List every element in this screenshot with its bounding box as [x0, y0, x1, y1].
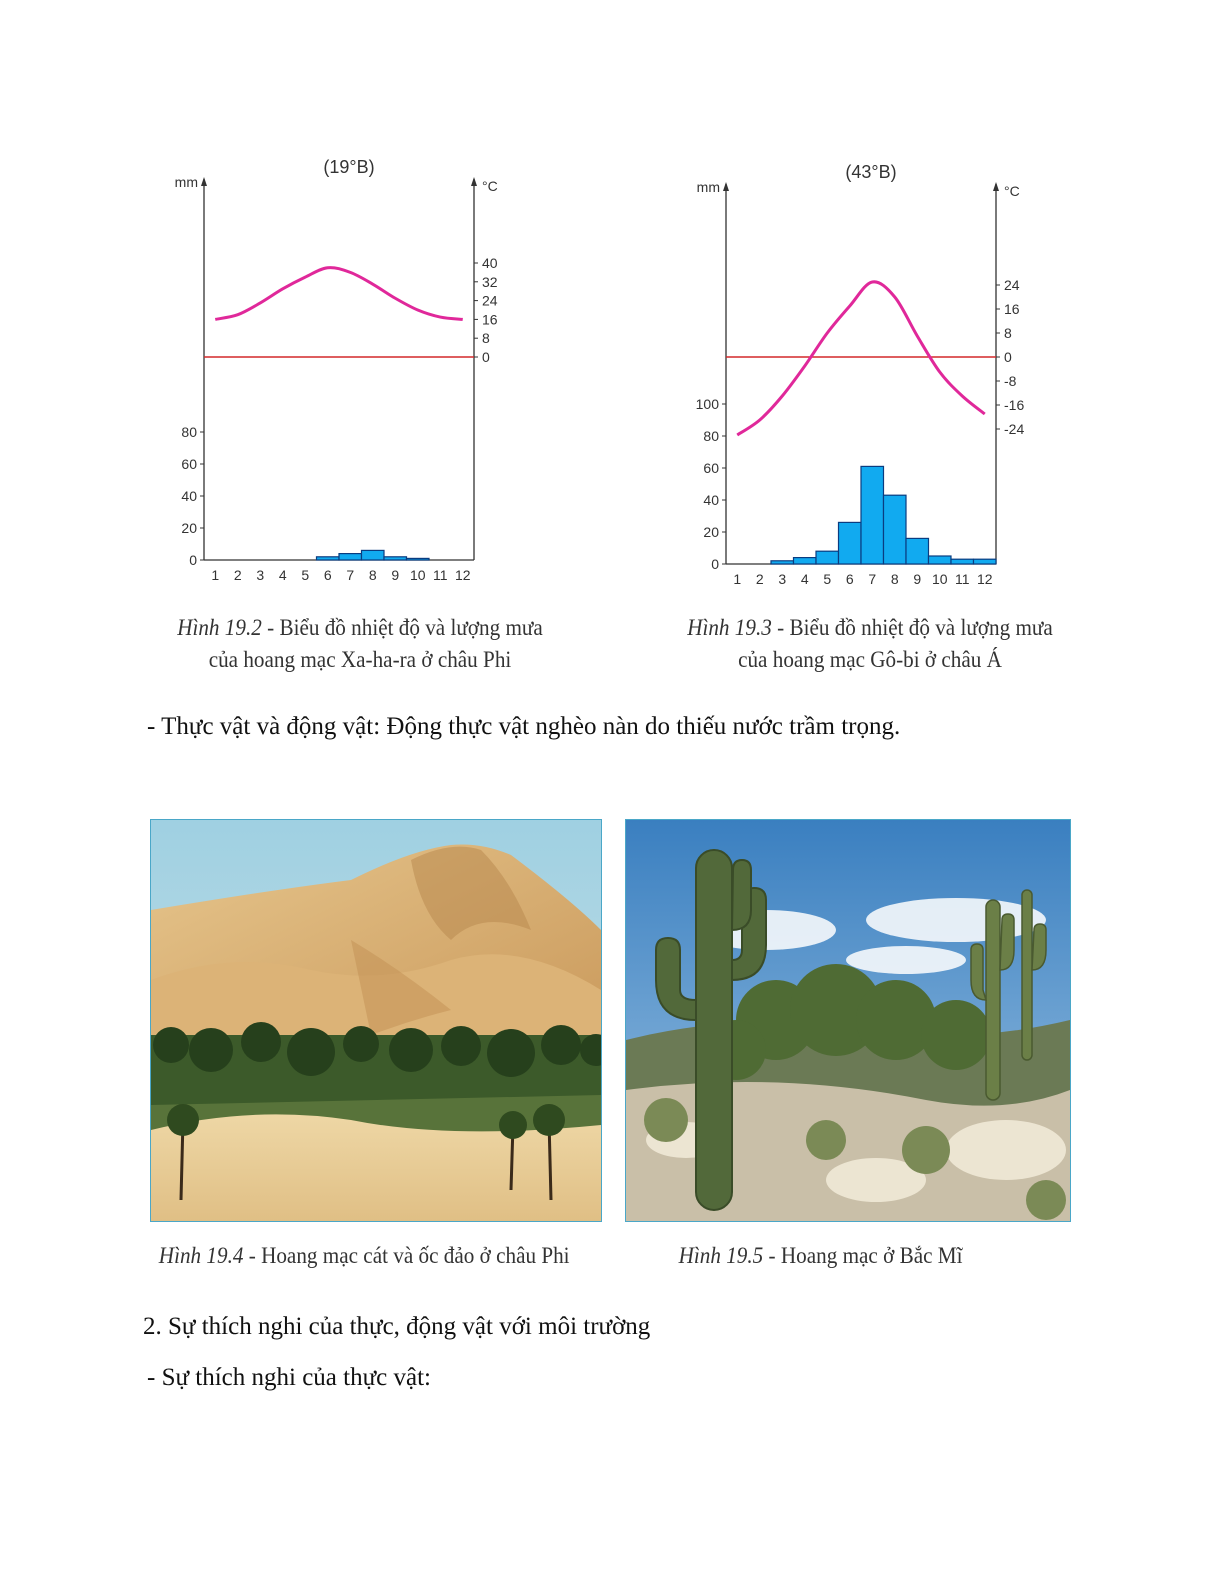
fig-19-3-text: - Biểu đồ nhiệt độ và lượng mưa	[771, 615, 1053, 640]
precip-bar	[794, 558, 817, 564]
fig-19-5-label: Hình 19.5	[678, 1243, 764, 1268]
month-label: 8	[368, 567, 377, 583]
fig-19-3-line2: của hoang mạc Gô-bi ở châu Á	[738, 647, 1002, 672]
saguaro-desert-illustration	[626, 820, 1070, 1221]
precip-bar	[816, 551, 839, 564]
left-tick-label: 80	[181, 424, 197, 440]
month-label: 3	[778, 571, 787, 587]
left-axis-arrow	[201, 177, 207, 186]
precip-bar	[339, 554, 362, 560]
month-label: 12	[454, 567, 471, 583]
month-label: 4	[800, 571, 809, 587]
precip-bar	[906, 538, 929, 564]
gobi-climate-chart	[670, 150, 1050, 600]
chart-title: (43°B)	[845, 162, 897, 182]
left-tick-label: 100	[695, 396, 719, 412]
fig-19-4-label: Hình 19.4	[158, 1243, 244, 1268]
sahara-climate-chart	[150, 145, 530, 595]
month-label: 5	[823, 571, 832, 587]
right-tick-label: 8	[1004, 325, 1012, 341]
month-label: 11	[954, 571, 970, 587]
month-label: 10	[931, 571, 948, 587]
chart-title: (19°B)	[323, 157, 375, 177]
fig-19-2-text: - Biểu đồ nhiệt độ và lượng mưa	[261, 615, 543, 640]
sahara-dunes-illustration	[151, 820, 601, 1221]
fig-19-3-label: Hình 19.3	[687, 615, 772, 640]
month-label: 1	[211, 567, 220, 583]
left-tick-label: 40	[703, 492, 719, 508]
right-tick-label: 8	[482, 330, 490, 347]
left-tick-label: 80	[703, 428, 719, 444]
right-tick-label: -24	[1004, 421, 1025, 437]
left-tick-label: 20	[703, 524, 719, 540]
precip-bar	[951, 559, 974, 564]
month-label: 8	[890, 571, 899, 587]
section-2-heading: 2. Sự thích nghi của thực, động vật với môi trường	[143, 1313, 651, 1340]
right-tick-label: 40	[482, 255, 498, 271]
month-label: 2	[755, 571, 764, 587]
fig-19-5-text: - Hoang mạc ở Bắc Mĩ	[763, 1243, 963, 1268]
right-axis-arrow	[993, 182, 999, 191]
month-label: 9	[913, 571, 922, 587]
fig-19-2-caption	[158, 612, 563, 676]
precip-bar	[771, 561, 794, 564]
left-tick-label: 40	[181, 488, 197, 504]
right-tick-label: 24	[1004, 277, 1020, 293]
fig-19-5-caption	[679, 1240, 992, 1272]
right-axis-arrow	[471, 177, 477, 186]
month-label: 5	[301, 567, 310, 583]
fig-19-3-caption	[668, 612, 1073, 676]
left-tick-label: 0	[711, 556, 719, 572]
right-tick-label: 24	[482, 292, 498, 309]
month-label: 6	[845, 571, 854, 587]
right-tick-label: 32	[482, 273, 498, 290]
fig-19-2-line2: của hoang mạc Xa-ha-ra ở châu Phi	[208, 647, 512, 672]
precip-bar	[974, 559, 997, 564]
sahara-dunes-photo	[150, 819, 602, 1222]
right-tick-label: 0	[482, 349, 490, 365]
month-label: 4	[278, 567, 287, 583]
left-unit-label: mm	[174, 174, 198, 190]
north-america-desert-photo	[625, 819, 1071, 1222]
month-label: 6	[323, 567, 332, 583]
month-label: 1	[733, 571, 742, 587]
left-axis-arrow	[723, 182, 729, 191]
precip-bar	[839, 522, 862, 564]
fig-19-2-label: Hình 19.2	[177, 615, 262, 640]
fig-19-4-caption	[159, 1240, 591, 1272]
right-unit-label: °C	[1004, 183, 1020, 199]
month-label: 11	[432, 567, 448, 583]
precip-bar	[317, 557, 340, 560]
right-tick-label: -16	[1004, 397, 1025, 413]
right-unit-label: °C	[482, 178, 498, 194]
precip-bar	[407, 558, 430, 560]
precip-bar	[362, 550, 385, 560]
precip-bar	[929, 556, 952, 564]
fig-19-4-text: - Hoang mạc cát và ốc đảo ở châu Phi	[243, 1243, 570, 1268]
plant-adaptation-paragraph: - Sự thích nghi của thực vật:	[147, 1364, 431, 1391]
month-label: 7	[346, 567, 355, 583]
temperature-line	[737, 282, 985, 435]
precip-bar	[884, 495, 907, 564]
temperature-line	[215, 268, 463, 320]
flora-fauna-paragraph: - Thực vật và động vật: Động thực vật nghèo nàn do thiếu nước trầm trọng.	[147, 713, 901, 740]
right-tick-label: 0	[1004, 349, 1012, 365]
left-unit-label: mm	[696, 179, 720, 195]
left-tick-label: 60	[703, 460, 719, 476]
month-label: 3	[256, 567, 265, 583]
left-tick-label: 0	[189, 552, 197, 568]
right-tick-label: 16	[1004, 301, 1020, 317]
left-tick-label: 60	[181, 456, 197, 472]
right-tick-label: 16	[482, 311, 498, 328]
left-tick-label: 20	[181, 520, 197, 536]
month-label: 2	[233, 567, 242, 583]
month-label: 12	[976, 571, 993, 587]
precip-bar	[384, 557, 407, 560]
month-label: 9	[391, 567, 400, 583]
month-label: 10	[409, 567, 426, 583]
right-tick-label: -8	[1004, 373, 1017, 389]
precip-bar	[861, 466, 884, 564]
month-label: 7	[868, 571, 877, 587]
